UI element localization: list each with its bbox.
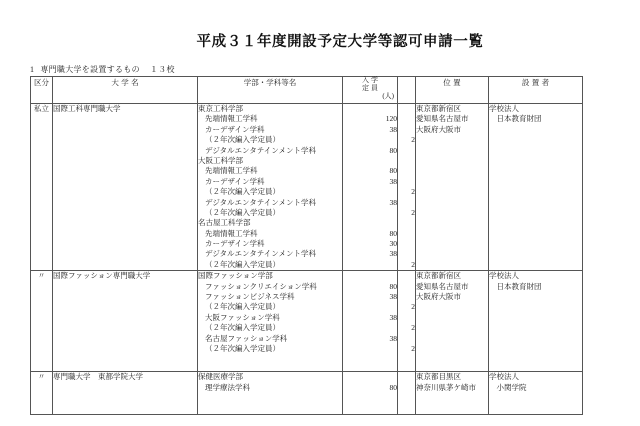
department-capacity: 80 (389, 382, 397, 392)
cell-university-name: 国際工科専門職大学 (53, 104, 198, 271)
department-name: 先端情報工学科 (205, 114, 258, 124)
department-name: 先端情報工学科 (205, 228, 258, 238)
column-header-location (416, 77, 489, 104)
location-line: 愛知県名古屋市 (416, 281, 469, 291)
department-capacity: 38 (389, 312, 397, 322)
department-capacity: 38 (389, 197, 397, 207)
department-name: 名古屋ファッション学科 (205, 333, 288, 343)
column-header-capacity-transfer (398, 77, 416, 104)
cell-capacity-list (343, 104, 398, 271)
department-name: デジタルエンタテインメント学科 (205, 249, 316, 259)
location-line: 愛知県名古屋市 (416, 114, 469, 124)
department-capacity: 80 (389, 145, 397, 155)
location-line: 神奈川県茅ケ崎市 (416, 382, 476, 392)
column-header-kubun (31, 77, 53, 104)
cell-transfer-capacity-list (398, 271, 416, 372)
department-capacity: 38 (389, 333, 397, 343)
column-header-capacity (343, 77, 398, 104)
department-name: 理学療法学科 (205, 382, 250, 392)
cell-location (416, 271, 489, 372)
cell-location (416, 104, 489, 271)
cell-establisher (489, 104, 583, 271)
location-line: 東京都目黒区 (416, 372, 461, 382)
table-row (31, 372, 583, 415)
department-name: （２年次編入学定員） (205, 302, 280, 312)
department-capacity: 38 (389, 176, 397, 186)
section-label-text: 専門職大学を設置するもの (40, 65, 140, 74)
table-header (31, 77, 583, 104)
department-capacity (343, 260, 397, 270)
department-transfer-capacity: 2 (411, 135, 415, 145)
department-capacity (343, 302, 397, 312)
department-header-text: 学部・学科等名 (243, 78, 297, 87)
page-title: 平成３１年度開設予定大学等認可申請一覧 (196, 34, 484, 50)
department-transfer-capacity (398, 198, 415, 208)
location-line: 東京都新宿区 (416, 104, 461, 113)
department-transfer-capacity: 2 (411, 323, 415, 333)
department-capacity (343, 323, 397, 333)
department-name: （２年次編入学定員） (205, 207, 280, 217)
section-count: １３校 (149, 65, 175, 74)
department-name: （２年次編入学定員） (205, 187, 280, 197)
establisher-line: 学校法人 (489, 271, 519, 281)
department-transfer-capacity (398, 239, 415, 249)
department-capacity: 30 (389, 239, 397, 249)
department-name: デジタルエンタテインメント学科 (205, 145, 316, 155)
department-name: （２年次編入学定員） (205, 259, 280, 269)
department-name: （２年次編入学定員） (205, 135, 280, 145)
department-transfer-capacity (398, 313, 415, 323)
cell-kubun: 〃 (31, 372, 53, 415)
applications-table (30, 76, 583, 415)
establisher-line: 小関学院 (489, 382, 527, 392)
establisher-header-text: 設置者 (521, 78, 552, 87)
cell-department-list (198, 271, 343, 372)
cell-kubun: 〃 (31, 271, 53, 372)
department-transfer-capacity (398, 125, 415, 135)
department-name: カーデザイン学科 (205, 124, 265, 134)
cell-transfer-capacity-list (398, 104, 416, 271)
cell-establisher (489, 271, 583, 372)
department-capacity (343, 156, 397, 166)
establisher-line: 学校法人 (489, 372, 519, 382)
department-capacity (343, 135, 397, 145)
establisher-line: 日本教育財団 (489, 114, 542, 124)
location-header-text: 位置 (443, 78, 464, 87)
department-capacity: 80 (389, 166, 397, 176)
table-row (31, 104, 583, 271)
department-capacity: 38 (389, 249, 397, 259)
department-transfer-capacity (398, 218, 415, 228)
cell-kubun: 私立 (31, 104, 53, 271)
department-transfer-capacity (398, 229, 415, 239)
cell-university-name: 国際ファッション専門職大学 (53, 271, 198, 372)
department-capacity (343, 271, 397, 281)
department-transfer-capacity (398, 249, 415, 259)
section-heading (30, 64, 175, 75)
department-name: 名古屋工科学部 (198, 218, 251, 228)
department-name: （２年次編入学定員） (205, 323, 280, 333)
department-capacity: 80 (389, 228, 397, 238)
department-transfer-capacity: 2 (411, 302, 415, 312)
department-transfer-capacity (398, 177, 415, 187)
header-row (31, 77, 583, 104)
section-number: 1 (30, 65, 35, 74)
department-capacity (343, 187, 397, 197)
department-transfer-capacity: 2 (411, 207, 415, 217)
department-name: （２年次編入学定員） (205, 343, 280, 353)
cell-capacity-list (343, 372, 398, 415)
department-name: 大阪工科学部 (198, 155, 243, 165)
establisher-line: 日本教育財団 (489, 281, 542, 291)
capacity-header-unit: (人) (382, 91, 394, 100)
department-capacity: 38 (389, 124, 397, 134)
department-capacity: 120 (385, 114, 397, 124)
department-name: カーデザイン学科 (205, 176, 265, 186)
department-capacity (343, 344, 397, 354)
table-row (31, 271, 583, 372)
department-transfer-capacity (398, 292, 415, 302)
department-capacity (343, 104, 397, 114)
column-header-university (53, 77, 198, 104)
column-header-department (198, 77, 343, 104)
department-transfer-capacity: 2 (411, 187, 415, 197)
department-transfer-capacity (398, 282, 415, 292)
department-capacity (343, 372, 397, 382)
department-capacity: 38 (389, 292, 397, 302)
department-name: ファッションビジネス学科 (205, 292, 295, 302)
department-transfer-capacity (398, 146, 415, 156)
department-transfer-capacity: 2 (411, 259, 415, 269)
department-transfer-capacity (398, 166, 415, 176)
cell-department-list (198, 104, 343, 271)
location-line: 東京都新宿区 (416, 271, 461, 281)
cell-location (416, 372, 489, 415)
department-transfer-capacity (398, 271, 415, 281)
table-body (31, 104, 583, 415)
department-name: デジタルエンタテインメント学科 (205, 197, 316, 207)
location-line: 大阪府大阪市 (416, 292, 461, 302)
department-capacity (343, 218, 397, 228)
cell-transfer-capacity-list (398, 372, 416, 415)
department-name: ファッションクリエイション学科 (205, 281, 317, 291)
university-header-text: 大学名 (111, 78, 142, 87)
department-transfer-capacity (398, 156, 415, 166)
capacity-header-line2: 定員 (362, 83, 380, 92)
department-transfer-capacity (398, 104, 415, 114)
department-transfer-capacity (398, 114, 415, 124)
location-line: 大阪府大阪市 (416, 124, 461, 134)
cell-capacity-list (343, 271, 398, 372)
establisher-line: 学校法人 (489, 104, 519, 113)
department-name: 先端情報工学科 (205, 166, 258, 176)
department-transfer-capacity (398, 372, 415, 382)
department-name: カーデザイン学科 (205, 239, 265, 249)
department-transfer-capacity: 2 (411, 343, 415, 353)
department-name: 大阪ファッション学科 (205, 312, 280, 322)
cell-university-name: 専門職大学 東都学院大学 (53, 372, 198, 415)
department-capacity: 80 (389, 281, 397, 291)
capacity-header-line1: 入学 (362, 76, 380, 84)
department-transfer-capacity (398, 383, 415, 393)
department-name: 保健医療学部 (198, 372, 243, 382)
cell-department-list (198, 372, 343, 415)
department-name: 東京工科学部 (198, 104, 243, 113)
department-name: 国際ファッション学部 (198, 271, 273, 281)
department-capacity (343, 208, 397, 218)
column-header-establisher (489, 77, 583, 104)
kubun-header-text: 区分 (34, 78, 49, 87)
cell-establisher (489, 372, 583, 415)
department-transfer-capacity (398, 334, 415, 344)
